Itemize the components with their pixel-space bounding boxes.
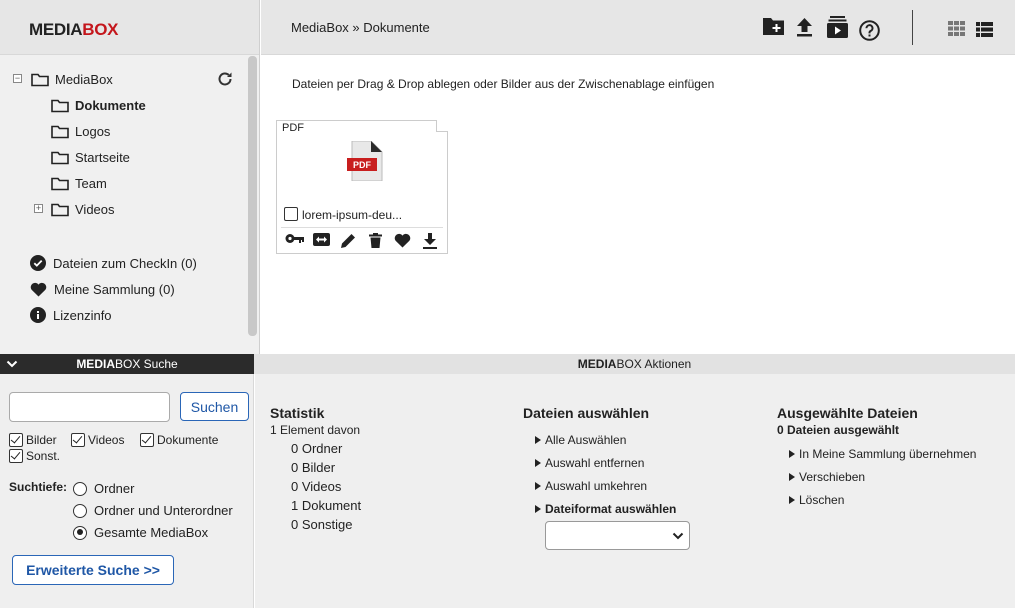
triangle-right-icon [789, 473, 795, 481]
depth-ordner[interactable] [73, 481, 134, 496]
advanced-search-button[interactable]: Erweiterte Suche >> [12, 555, 174, 585]
file-card[interactable] [276, 120, 448, 254]
stat-row: 1 Dokument [291, 498, 362, 513]
logo-box: BOX [82, 20, 119, 39]
folder-icon [51, 202, 69, 217]
filter-bilder[interactable] [9, 433, 57, 447]
checkbox[interactable] [71, 433, 85, 447]
tree-root[interactable] [31, 69, 113, 89]
sidebar-item-team[interactable] [51, 173, 107, 193]
action-label: Löschen [799, 493, 845, 507]
action-label: Auswahl entfernen [545, 456, 645, 470]
folder-label: Logos [75, 123, 111, 139]
help-icon[interactable] [859, 20, 880, 41]
dropzone-hint[interactable]: Dateien per Drag & Drop ablegen oder Bilder aus der Zwischenablage einfügen [292, 77, 715, 91]
actions-head-bold: MEDIA [577, 357, 617, 371]
license-link[interactable] [30, 305, 112, 325]
filter-label: Bilder [26, 433, 57, 447]
file-type-label: PDF [279, 121, 307, 135]
upload-icon[interactable] [796, 18, 813, 37]
filter-videos[interactable] [71, 433, 124, 447]
file-name[interactable]: lorem-ipsum-deu... [302, 208, 403, 222]
heart-icon [30, 282, 47, 297]
search-head-rest: BOX Suche [114, 357, 178, 371]
logo-media: MEDIA [29, 20, 83, 39]
filter-sonst[interactable] [9, 449, 60, 463]
invert-selection-action[interactable] [535, 479, 647, 493]
grid-view-icon[interactable] [948, 21, 965, 36]
collection-label: Meine Sammlung (0) [54, 281, 175, 297]
move-icon[interactable] [308, 233, 335, 249]
checkbox[interactable] [9, 449, 23, 463]
action-label: In Meine Sammlung übernehmen [799, 447, 977, 461]
delete-action[interactable] [789, 493, 844, 507]
sidebar-item-logos[interactable] [51, 121, 110, 141]
collapse-root-icon[interactable]: − [14, 73, 21, 83]
action-label: Verschieben [799, 470, 866, 484]
depth-ordner-unterordner[interactable] [73, 503, 233, 518]
logo[interactable] [0, 0, 259, 55]
file-format-select[interactable] [545, 521, 690, 550]
search-input[interactable] [9, 392, 170, 422]
file-select-checkbox[interactable] [284, 207, 298, 221]
select-title: Dateien auswählen [523, 405, 650, 421]
tree-root-label: MediaBox [55, 71, 113, 87]
filter-label: Videos [88, 433, 125, 447]
action-label: Auswahl umkehren [545, 479, 648, 493]
triangle-right-icon [789, 496, 795, 504]
stat-row: 0 Sonstige [291, 517, 353, 532]
check-circle-icon [30, 255, 46, 271]
filter-label: Dokumente [157, 433, 219, 447]
triangle-right-icon [535, 505, 541, 513]
action-label: Dateiformat auswählen [545, 502, 677, 516]
triangle-right-icon [535, 482, 541, 490]
media-collection-icon[interactable] [827, 16, 848, 38]
folder-icon [51, 176, 69, 191]
checkbox[interactable] [9, 433, 23, 447]
new-folder-icon[interactable] [763, 16, 784, 35]
triangle-right-icon [789, 450, 795, 458]
depth-label: Ordner und Unterordner [94, 503, 233, 518]
chevron-down-icon [672, 531, 684, 541]
select-all-action[interactable] [535, 433, 626, 447]
pdf-thumb-label: PDF [353, 160, 371, 170]
toolbar-divider [912, 10, 913, 45]
trash-icon[interactable] [362, 233, 389, 249]
statistik-subtitle: 1 Element davon [270, 423, 361, 437]
expand-videos-icon[interactable]: + [35, 203, 42, 213]
sidebar-item-dokumente[interactable] [51, 95, 146, 115]
file-format-action[interactable] [535, 502, 676, 516]
triangle-right-icon [535, 436, 541, 444]
breadcrumb[interactable]: MediaBox » Dokumente [291, 20, 430, 35]
depth-label: Gesamte MediaBox [94, 525, 209, 540]
refresh-icon[interactable] [216, 70, 234, 88]
info-icon [30, 307, 46, 323]
folder-icon [51, 150, 69, 165]
actions-head-rest: BOX Aktionen [616, 357, 692, 371]
collection-link[interactable] [30, 279, 175, 299]
folder-label: Videos [75, 201, 115, 217]
edit-icon[interactable] [335, 233, 362, 249]
search-depth-label: Suchtiefe: [9, 480, 68, 494]
heart-icon[interactable] [389, 233, 416, 249]
stat-row: 0 Ordner [291, 441, 343, 456]
checkin-link[interactable] [30, 253, 197, 273]
move-action[interactable] [789, 470, 865, 484]
folder-icon [51, 124, 69, 139]
filter-label: Sonst. [26, 449, 61, 463]
folder-icon [51, 98, 69, 113]
radio-button[interactable] [73, 526, 87, 540]
search-head-bold: MEDIA [76, 357, 115, 371]
license-label: Lizenzinfo [53, 307, 112, 323]
folder-label: Team [75, 175, 107, 191]
radio-button[interactable] [73, 482, 87, 496]
actions-panel-header [254, 354, 1015, 374]
search-panel-header[interactable] [0, 354, 254, 374]
triangle-right-icon [535, 459, 541, 467]
sidebar-scrollbar[interactable] [248, 56, 257, 336]
sidebar [0, 0, 260, 354]
depth-gesamte-mediabox[interactable] [73, 525, 208, 540]
stat-row: 0 Bilder [291, 460, 336, 475]
deselect-action[interactable] [535, 456, 644, 470]
search-panel [0, 374, 254, 608]
selected-title: Ausgewählte Dateien [777, 405, 918, 421]
stat-row: 0 Videos [291, 479, 342, 494]
toolbar [261, 0, 1015, 55]
file-actions [281, 227, 443, 249]
key-icon[interactable] [281, 233, 308, 249]
selected-count: 0 Dateien ausgewählt [777, 423, 900, 437]
sidebar-item-startseite[interactable] [51, 147, 130, 167]
actions-panel [255, 374, 1015, 608]
pdf-file-icon [347, 141, 383, 181]
checkin-label: Dateien zum CheckIn (0) [53, 255, 197, 271]
statistik-title: Statistik [270, 405, 325, 421]
list-view-icon[interactable] [976, 22, 993, 37]
card-corner [436, 120, 448, 132]
folder-label: Startseite [75, 149, 130, 165]
filter-dokumente[interactable] [140, 433, 218, 447]
download-icon[interactable] [416, 233, 443, 249]
depth-label: Ordner [94, 481, 135, 496]
folder-label: Dokumente [75, 97, 146, 113]
add-to-collection-action[interactable] [789, 447, 976, 461]
search-button[interactable]: Suchen [180, 392, 249, 421]
action-label: Alle Auswählen [545, 433, 627, 447]
sidebar-item-videos[interactable] [51, 199, 115, 219]
radio-button[interactable] [73, 504, 87, 518]
checkbox[interactable] [140, 433, 154, 447]
folder-icon [31, 72, 49, 87]
